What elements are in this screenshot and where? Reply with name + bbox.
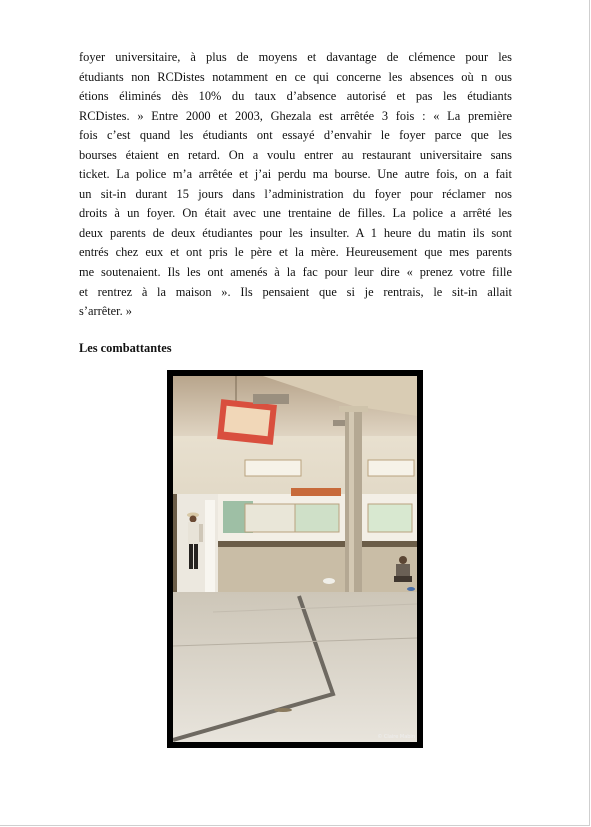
text-line: et rentrez à la maison ». Ils pensaient que si je rentrais, le sit-in allait xyxy=(79,284,512,299)
text-line: me soutenaient. Ils les ont amenés à la fac pour leur dire « prenez votre fille xyxy=(79,265,512,280)
text-line: fois c’est quand les étudiants ont essayé d’envahir le foyer parce que les xyxy=(79,128,512,143)
text-line: un sit-in durant 15 jours dans l’administration du foyer pour réclamer nos xyxy=(79,186,512,201)
text-line: deux parents de deux étudiantes pour les insulter. A 1 heure du matin ils sont xyxy=(79,225,512,240)
text-line: RCDistes. » Entre 2000 et 2003, Ghezala est arrêtée 3 fois : « La première xyxy=(79,108,512,123)
text-line: étudiants non RCDistes notamment en ce qui concerne les absences où n ous xyxy=(79,69,512,84)
photo-credit: © Claire Mabin xyxy=(377,734,415,740)
photo-illustration xyxy=(173,376,417,742)
text-line: droits à un foyer. On était avec une trentaine de filles. La police a arrêté les xyxy=(79,206,512,221)
text-line: bourses étaient en retard. On a voulu entrer au restaurant universitaire sans xyxy=(79,147,512,162)
text-line: ticket. La police m’a arrêtée et j’ai perdu ma bourse. Une autre fois, on a fait xyxy=(79,167,512,182)
body-paragraph xyxy=(79,48,512,322)
text-line: foyer universitaire, à plus de moyens et davantage de clémence pour les xyxy=(79,50,512,64)
text-line: étions éliminés dès 10% du taux d’absence autorisé et pas les étudiants xyxy=(79,89,512,104)
photo xyxy=(167,370,423,748)
section-heading: Les combattantes xyxy=(79,341,172,355)
text-line: s’arrêter. » xyxy=(79,304,132,319)
text-line: entrés chez eux et ont pris le père et la mère. Heureusement que mes parents xyxy=(79,245,512,260)
